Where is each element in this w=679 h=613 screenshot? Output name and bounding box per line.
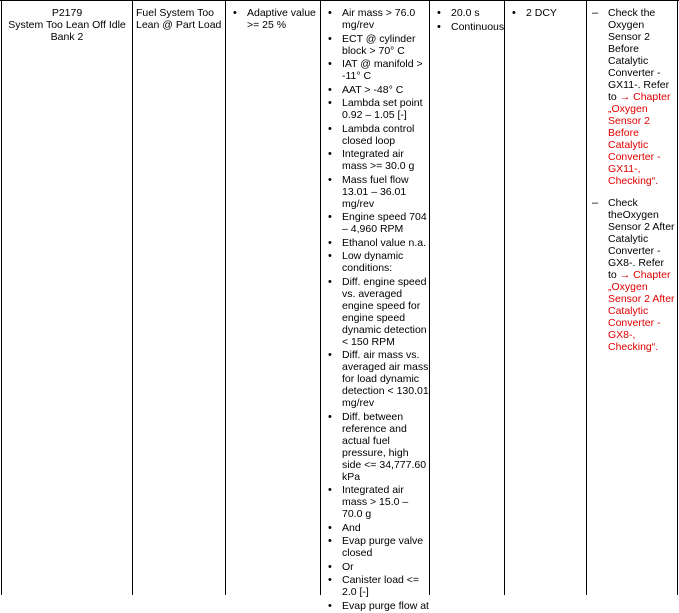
list-item: • Or bbox=[324, 561, 429, 573]
action-text: Check theOxygen Sensor 2 After Catalytic Converter - GX8-. Refer to bbox=[608, 197, 675, 281]
time-required-cell bbox=[433, 7, 503, 34]
list-item: • And bbox=[324, 522, 429, 534]
list-item: • Continuous bbox=[433, 21, 503, 33]
monitor-strategy: Fuel System Too Lean @ Part Load bbox=[136, 7, 222, 31]
list-item: • Adaptive value >= 25 % bbox=[229, 7, 319, 31]
list-item: • Mass fuel flow 13.01 – 36.01 mg/rev bbox=[324, 174, 429, 210]
action-item bbox=[590, 7, 675, 187]
col-divider bbox=[132, 0, 133, 595]
list-item: • Integrated air mass > 15.0 – 70.0 g bbox=[324, 484, 429, 520]
col-divider bbox=[504, 0, 505, 595]
list-item: • Lambda control closed loop bbox=[324, 123, 429, 147]
list-item: • Diff. engine speed vs. averaged engine speed for engine speed dynamic detection < 150 RPM bbox=[324, 276, 429, 348]
action-text: Check the Oxygen Sensor 2 Before Catalytic Converter - GX11-. Refer to bbox=[608, 7, 670, 103]
col-divider bbox=[320, 0, 321, 595]
chapter-link[interactable]: → Chapter „Oxygen Sensor 2 Before Catalytic Converter - GX11-, Checking“. bbox=[608, 91, 671, 187]
list-item: • IAT @ manifold > -11° C bbox=[324, 58, 429, 82]
action-item bbox=[590, 197, 675, 353]
secondary-parameters-cell bbox=[324, 7, 429, 613]
list-item: • Low dynamic conditions: bbox=[324, 250, 429, 274]
chapter-link[interactable]: → Chapter „Oxygen Sensor 2 After Catalytic Converter - GX8-, Checking“. bbox=[608, 269, 675, 353]
col-divider bbox=[1, 0, 2, 595]
list-item: • Diff. air mass vs. averaged air mass for load dynamic detection < 130.01 mg/rev bbox=[324, 349, 429, 409]
list-item: • Ethanol value n.a. bbox=[324, 237, 429, 249]
list-item: • ECT @ cylinder block > 70° C bbox=[324, 33, 429, 57]
dtc-code: P2179 bbox=[51, 7, 83, 19]
list-item: • Integrated air mass >= 30.0 g bbox=[324, 148, 429, 172]
strategy-cell bbox=[136, 7, 224, 31]
list-item: • Evap purge flow at bbox=[324, 600, 429, 612]
col-divider bbox=[586, 0, 587, 595]
mil-cell bbox=[508, 7, 583, 21]
list-item: • Lambda set point 0.92 – 1.05 [-] bbox=[324, 97, 429, 121]
list-item: • AAT > -48° C bbox=[324, 84, 429, 96]
list-item: • 2 DCY bbox=[508, 7, 583, 19]
dtc-cell bbox=[6, 7, 128, 43]
list-item: • Canister load <= 2.0 [-] bbox=[324, 574, 429, 598]
list-item: • Air mass > 76.0 mg/rev bbox=[324, 7, 429, 31]
dtc-description: System Too Lean Off Idle Bank 2 bbox=[8, 19, 126, 43]
list-item: • Diff. between reference and actual fuel pressure, high side <= 34,777.60 kPa bbox=[324, 411, 429, 483]
actions-cell bbox=[590, 7, 675, 363]
col-divider bbox=[225, 0, 226, 595]
table-top-border bbox=[0, 0, 679, 1]
list-item: • Engine speed 704 – 4,960 RPM bbox=[324, 211, 429, 235]
list-item: • 20.0 s bbox=[433, 7, 503, 19]
list-item: • Evap purge valve closed bbox=[324, 535, 429, 559]
col-divider bbox=[429, 0, 430, 595]
col-divider bbox=[677, 0, 678, 595]
malfunction-criteria-cell bbox=[229, 7, 319, 33]
